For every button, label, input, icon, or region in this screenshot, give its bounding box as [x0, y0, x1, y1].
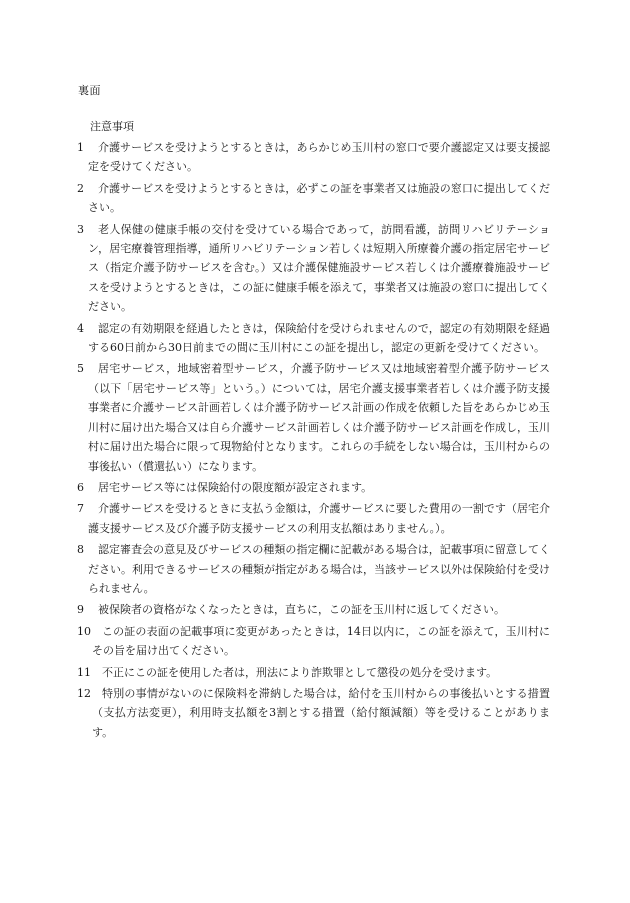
note-number: 12 [77, 686, 91, 700]
note-text: 介護サービスを受けるときに支払う金額は，介護サービスに要した費用の一割です（居宅介護支援サービス及び介護予防支援サービスの利用支払額はありません。）。 [88, 502, 550, 535]
note-item [78, 220, 550, 317]
note-item [78, 499, 550, 538]
note-item [78, 359, 550, 475]
note-item [78, 600, 550, 619]
note-item [78, 622, 550, 661]
note-text: 不正にこの証を使用した者は，刑法により詐欺罪として懲役の処分を受けます。 [102, 665, 498, 679]
notes-heading: 注意事項 [90, 120, 134, 133]
note-item [78, 540, 550, 598]
note-number: 7 [77, 502, 84, 516]
note-number: 10 [77, 624, 91, 638]
note-number: 9 [77, 603, 84, 617]
note-text: 認定の有効期限を経過したときは，保険給付を受けられませんので，認定の有効期限を経過する60日前から30日前までの間に玉川村にこの証を提出し，認定の更新を受けてください。 [88, 321, 550, 355]
note-text: 認定審査会の意見及びサービスの種類の指定欄に記載がある場合は，記載事項に留意してください。利用できるサービスの種類が指定がある場合は，当該サービス以外は保険給付を受けられません。 [88, 543, 550, 595]
note-number: 11 [77, 665, 91, 679]
note-item [78, 478, 550, 497]
note-item [78, 319, 550, 358]
note-item [78, 663, 550, 682]
note-number: 4 [77, 321, 84, 335]
note-text: 老人保健の健康手帳の交付を受けている場合であって，訪問看護，訪問リハビリテーション，居宅療養管理指導，通所リハビリテーション若しくは短期入所療養介護の指定居宅サービス（指定介護予防サービスを含む。）又は介護保健施設サービス若しくは介護療養施設サービスを受けようとするときは，この証に健康手帳を添えて，事業者又は施設の窓口に提出してください。 [88, 222, 550, 314]
note-text: 居宅サービス等には保険給付の限度額が設定されます。 [98, 480, 373, 494]
note-number: 3 [77, 222, 84, 236]
note-text: 特別の事情がないのに保険料を滞納した場合は，給付を玉川村からの事後払いとする措置（支払方法変更），利用時支払額を3割とする措置（給付額減額）等を受けることがあります。 [92, 686, 550, 739]
notes-list [78, 138, 550, 744]
note-text: 介護サービスを受けようとするときは，必ずこの証を事業者又は施設の窓口に提出してください。 [88, 181, 550, 215]
note-number: 6 [77, 480, 84, 494]
back-side-label: 裏面 [78, 84, 101, 97]
note-item [78, 179, 550, 218]
note-number: 1 [77, 141, 84, 154]
note-text: 被保険者の資格がなくなったときは，直ちに，この証を玉川村に返してください。 [98, 603, 505, 617]
note-item [78, 684, 550, 742]
note-number: 8 [77, 543, 84, 557]
note-text: 居宅サービス，地域密着型サービス，介護予防サービス又は地域密着型介護予防サービス（以下「居宅サービス等」という。）については，居宅介護支援事業者若しくは介護予防支援事業者に介護サービス計画若しくは介護予防サービス計画の作成を依頼した旨をあらかじめ玉川村に届け出た場合又は自ら介護サービス計画若しくは介護予防サービス計画を作成し，玉川村に届け出た場合に限って現物給付となります。これらの手続をしない場合は，玉川村からの事後払い（償還払い）になります。 [88, 362, 550, 473]
note-text: 介護サービスを受けようとするときは，あらかじめ玉川村の窓口で要介護認定又は要支援認定を受けてください。 [88, 141, 550, 174]
note-number: 5 [77, 362, 84, 376]
note-item [78, 138, 550, 177]
note-text: この証の表面の記載事項に変更があったときは，14日以内に，この証を添えて，玉川村にその旨を届け出てください。 [92, 624, 550, 658]
note-number: 2 [77, 181, 84, 195]
